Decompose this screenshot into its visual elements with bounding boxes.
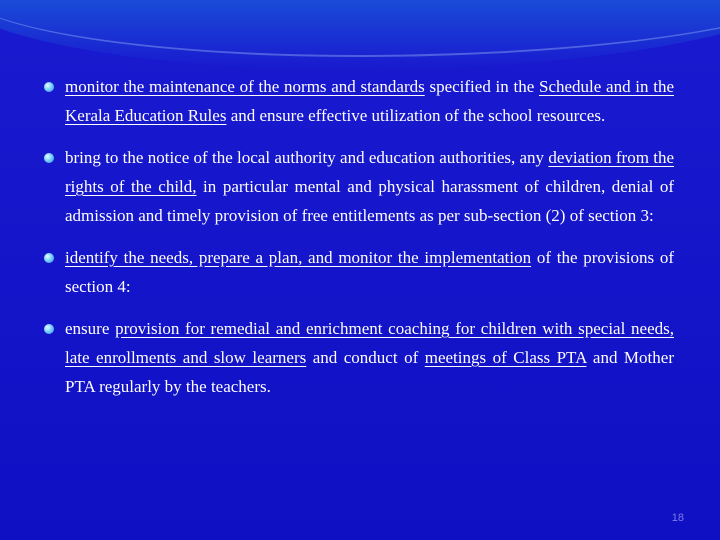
page-number: 18 — [671, 512, 684, 524]
underlined-text: provision for remedial and enrichment coaching for children with special needs, late enrollments and slow learners — [65, 319, 674, 367]
bullet-text: ensure — [65, 319, 116, 338]
bullet-dot-icon — [44, 82, 54, 92]
bullet-item — [44, 243, 674, 301]
bullet-item — [44, 314, 674, 401]
underlined-text: identify the needs, prepare a plan, and monitor the implementation — [65, 248, 532, 267]
underlined-text: monitor the maintenance of the norms and standards — [65, 77, 425, 96]
bullet-dot-icon — [44, 253, 54, 263]
underlined-text: Schedule and in the Kerala Education Rules — [65, 77, 674, 125]
bullet-item — [44, 143, 674, 230]
underlined-text: meetings of Class PTA — [424, 348, 587, 367]
bullet-text: specified in the — [424, 77, 539, 96]
bullet-dot-icon — [44, 153, 54, 163]
slide-content — [44, 72, 674, 414]
bullet-item — [44, 72, 674, 130]
underlined-text: deviation from the rights of the child, — [65, 148, 674, 196]
bullet-text: of the provisions of section 4: — [65, 248, 674, 296]
bullet-text: and conduct of — [306, 348, 425, 367]
bullet-dot-icon — [44, 324, 54, 334]
bullet-text: and Mother PTA regularly by the teachers. — [65, 348, 674, 396]
bullet-text: bring to the notice of the local authority and education authorities, any — [65, 148, 549, 167]
bullet-text: in particular mental and physical harassment of children, denial of admission and timely provision of free entitlements as per sub-section (2) of section 3: — [65, 177, 674, 225]
bullet-list — [44, 72, 674, 401]
bullet-text: and ensure effective utilization of the school resources. — [226, 106, 606, 125]
